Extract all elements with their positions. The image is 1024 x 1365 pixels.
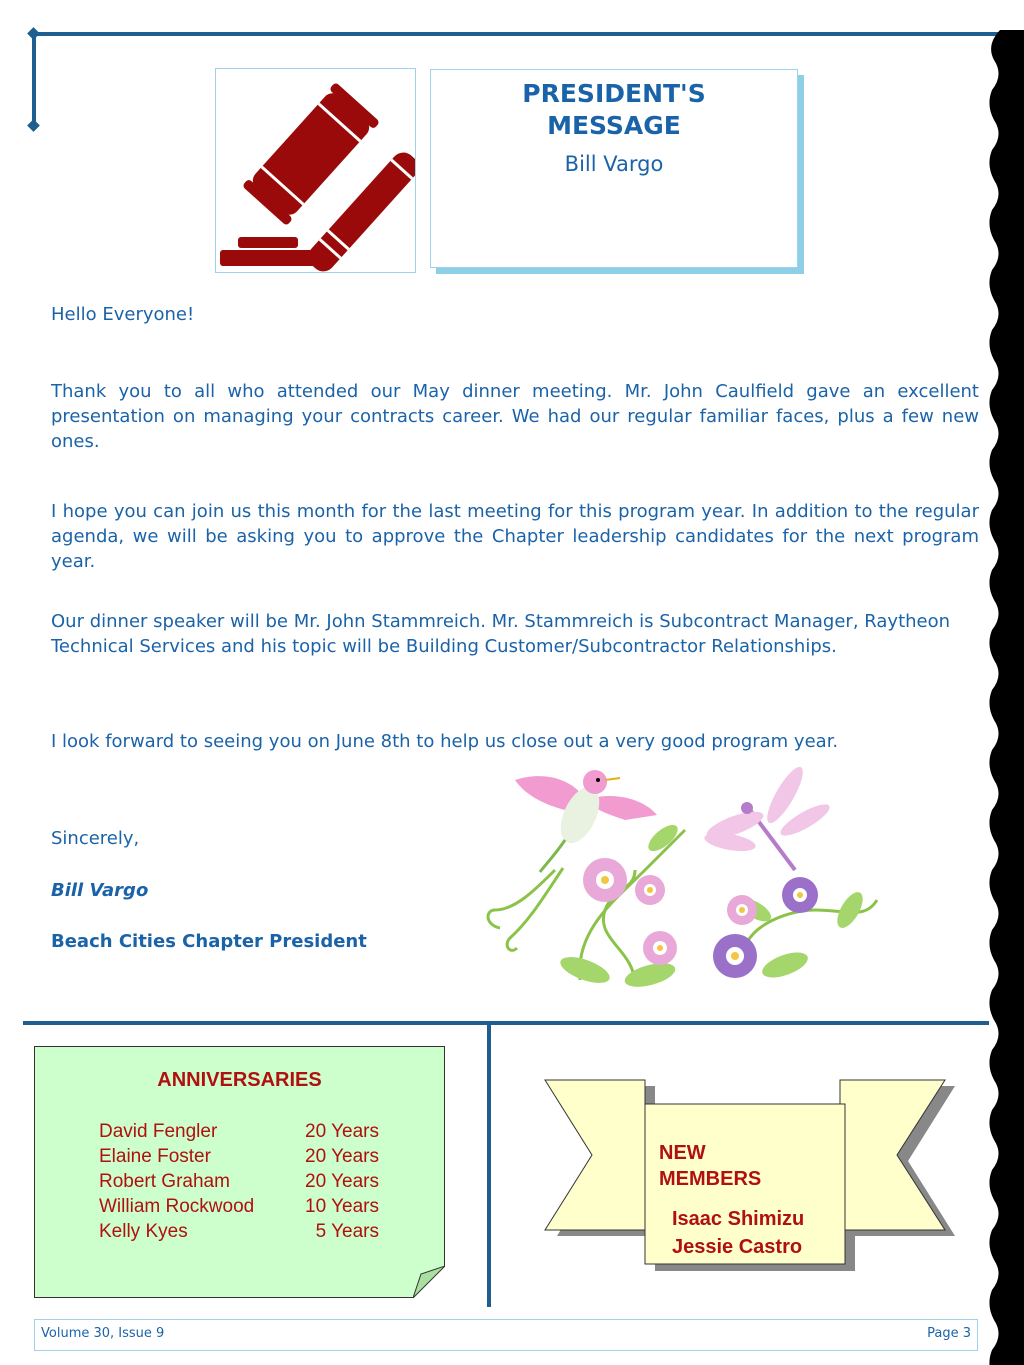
- new-member-name: Isaac Shimizu: [672, 1208, 805, 1230]
- closing: Sincerely,: [51, 828, 140, 849]
- top-rule: [34, 32, 1000, 36]
- page-footer: [34, 1319, 978, 1351]
- title-author: Bill Vargo: [564, 152, 664, 176]
- column-divider: [487, 1025, 491, 1307]
- new-members-title-line2: MEMBERS: [659, 1168, 762, 1190]
- anniversary-row: [99, 1196, 254, 1218]
- issue-label: Volume 30, Issue 9: [41, 1326, 165, 1341]
- paragraph-1: Thank you to all who attended our May dinner meeting. Mr. John Caulfield gave an excellent presentation on managing your contracts career. We had our regular familiar faces, plus a few new ones.: [51, 381, 979, 452]
- anniversary-name: Robert Graham: [99, 1171, 230, 1192]
- anniversaries-title: ANNIVERSARIES: [157, 1069, 322, 1091]
- anniversary-row: [99, 1171, 230, 1193]
- page-number: Page 3: [927, 1326, 971, 1341]
- gavel-image-box: [215, 68, 416, 273]
- anniversaries-box: [34, 1046, 445, 1298]
- page-title: [431, 78, 797, 142]
- anniversary-name: Kelly Kyes: [99, 1221, 188, 1242]
- section-divider: [23, 1021, 989, 1025]
- anniversary-years: 10 Years: [305, 1196, 379, 1217]
- signature: Bill Vargo: [51, 880, 149, 901]
- anniversary-name: David Fengler: [99, 1121, 218, 1142]
- paragraph-3: Our dinner speaker will be Mr. John Stammreich. Mr. Stammreich is Subcontract Manager, Raytheon Technical Services and his topic will be Building Customer/Subcontractor Relationships.: [51, 611, 951, 657]
- gavel-icon: [216, 69, 415, 272]
- page-title-line2: MESSAGE: [547, 111, 681, 140]
- anniversary-name: William Rockwood: [99, 1196, 255, 1217]
- anniversary-name: Elaine Foster: [99, 1146, 211, 1167]
- anniversary-years: 20 Years: [305, 1121, 379, 1142]
- anniversary-row: [99, 1221, 188, 1243]
- left-rule: [32, 32, 36, 126]
- folded-corner: [413, 1266, 445, 1298]
- anniversary-row: [99, 1121, 217, 1143]
- signature-title: Beach Cities Chapter President: [51, 931, 367, 952]
- hummingbird-flowers-illustration: [485, 760, 885, 995]
- page-title-line1: PRESIDENT'S: [522, 79, 706, 108]
- new-member-name: Jessie Castro: [672, 1236, 803, 1258]
- paragraph-4: I look forward to seeing you on June 8th to help us close out a very good program year.: [51, 731, 839, 752]
- torn-page-edge: [978, 30, 1024, 1365]
- paragraph-2: I hope you can join us this month for the last meeting for this program year. In addition to the regular agenda, we will be asking you to approve the Chapter leadership candidates for the next program year.: [51, 501, 979, 572]
- anniversary-row: [99, 1146, 211, 1168]
- new-members-title-line1: NEW: [659, 1142, 706, 1164]
- anniversary-years: 20 Years: [305, 1146, 379, 1167]
- title-box: [430, 69, 798, 268]
- new-members-title: [659, 1140, 761, 1192]
- rule-diamond-top: [27, 27, 40, 40]
- greeting: Hello Everyone!: [51, 304, 195, 325]
- anniversary-years: 5 Years: [315, 1221, 379, 1242]
- anniversary-years: 20 Years: [305, 1171, 379, 1192]
- rule-diamond-bottom: [27, 119, 40, 132]
